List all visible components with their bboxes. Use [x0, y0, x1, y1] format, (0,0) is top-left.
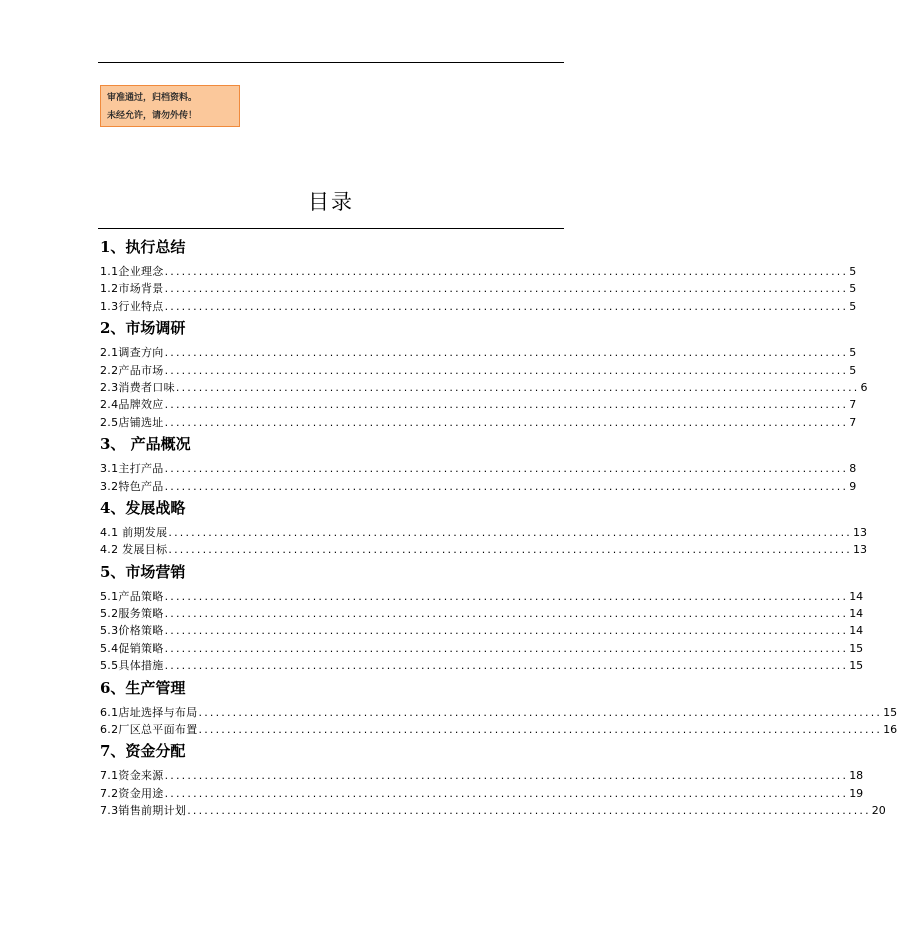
- toc-entry-page-number: 15: [849, 641, 864, 655]
- dot-leader: ........................................................................................................................: [164, 299, 849, 313]
- toc-entry[interactable]: [100, 541, 867, 558]
- toc-entry[interactable]: [100, 588, 864, 605]
- toc-entry[interactable]: [100, 802, 886, 819]
- toc-entry-page-number: 6: [860, 380, 868, 394]
- stamp-line-1: 审准通过，归档资料。: [107, 93, 198, 103]
- toc-entry-page-number: 5: [849, 299, 857, 313]
- toc-entry[interactable]: [100, 280, 857, 297]
- confidential-stamp: [100, 85, 240, 127]
- toc-entry[interactable]: [100, 767, 864, 784]
- toc-entry-label: 1.1企业理念: [100, 265, 164, 278]
- toc-entry[interactable]: [100, 396, 857, 413]
- toc-entry[interactable]: [100, 785, 864, 802]
- toc-entry-page-number: 20: [871, 804, 886, 818]
- toc-entry[interactable]: [100, 605, 864, 622]
- toc-title: 目录: [308, 190, 354, 214]
- toc-entry[interactable]: [100, 657, 864, 674]
- toc-entry-label: 5.4促销策略: [100, 641, 164, 655]
- toc-entry-page-number: 13: [852, 543, 867, 557]
- toc-entry-label: 6.2厂区总平面布置: [100, 723, 198, 737]
- toc-entry-page-number: 19: [849, 786, 864, 800]
- section-heading[interactable]: 4、发展战略: [100, 498, 186, 517]
- dot-leader: ........................................................................................................................: [164, 282, 849, 296]
- dot-leader: ........................................................................................................................: [164, 398, 849, 412]
- toc-section: [100, 676, 897, 739]
- toc-entry-page-number: 16: [883, 723, 897, 737]
- toc-entry-label: 7.3销售前期计划: [100, 804, 187, 818]
- toc-entry-label: 4.1 前期发展: [100, 525, 168, 539]
- toc-entry[interactable]: [100, 721, 897, 738]
- dot-leader: ........................................................................................................................: [164, 769, 849, 783]
- dot-leader: ........................................................................................................................: [168, 525, 852, 539]
- table-of-contents: [100, 235, 897, 820]
- toc-entry-page-number: 7: [849, 415, 857, 429]
- toc-entry-label: 7.2资金用途: [100, 786, 164, 800]
- section-heading[interactable]: 5、市场营销: [100, 562, 186, 581]
- dot-leader: ........................................................................................................................: [164, 624, 849, 638]
- dot-leader: ........................................................................................................................: [198, 705, 883, 719]
- dot-leader: ........................................................................................................................: [164, 607, 849, 621]
- toc-entry-page-number: 8: [849, 462, 857, 476]
- toc-entry-label: 2.1调查方向: [100, 346, 164, 360]
- toc-entry-page-number: 15: [849, 659, 864, 673]
- toc-entry-label: 1.3行业特点: [100, 299, 164, 313]
- dot-leader: ........................................................................................................................: [164, 589, 849, 603]
- toc-entry-page-number: 18: [849, 769, 864, 783]
- section-heading[interactable]: 1、执行总结: [100, 238, 186, 256]
- toc-entry-page-number: 9: [849, 479, 857, 493]
- dot-leader: ........................................................................................................................: [164, 462, 849, 476]
- toc-entry-label: 2.5店铺选址: [100, 415, 164, 429]
- section-heading[interactable]: 3、 产品概况: [100, 435, 191, 454]
- toc-entry-label: 6.1店址选择与布局: [100, 705, 198, 719]
- toc-entry-page-number: 5: [849, 282, 857, 296]
- toc-entry-page-number: 5: [849, 265, 857, 278]
- toc-entry-label: 2.2产品市场: [100, 363, 164, 377]
- toc-entry-page-number: 14: [849, 607, 864, 621]
- toc-entry[interactable]: [100, 379, 868, 396]
- dot-leader: ........................................................................................................................: [164, 479, 849, 493]
- title-rule: [98, 228, 564, 229]
- toc-entry-label: 2.3消费者口味: [100, 380, 175, 394]
- toc-entry-page-number: 14: [849, 589, 864, 603]
- toc-entry-label: 1.2市场背景: [100, 282, 164, 296]
- dot-leader: ........................................................................................................................: [187, 804, 871, 818]
- toc-entry-label: 2.4品牌效应: [100, 398, 164, 412]
- toc-entry[interactable]: [100, 362, 857, 379]
- toc-entry[interactable]: [100, 478, 857, 495]
- toc-section: [100, 560, 864, 675]
- dot-leader: ........................................................................................................................: [198, 723, 883, 737]
- toc-entry-label: 7.1资金来源: [100, 769, 164, 783]
- toc-section: [100, 432, 857, 495]
- toc-entry-label: 5.1产品策略: [100, 589, 164, 603]
- dot-leader: ........................................................................................................................: [164, 265, 849, 278]
- section-heading[interactable]: 2、市场调研: [100, 319, 186, 338]
- toc-entry-label: 5.2服务策略: [100, 607, 164, 621]
- toc-entry[interactable]: [100, 263, 857, 280]
- toc-entry-page-number: 5: [849, 346, 857, 360]
- toc-entry[interactable]: [100, 298, 857, 315]
- dot-leader: ........................................................................................................................: [168, 543, 852, 557]
- toc-section: [100, 739, 886, 819]
- dot-leader: ........................................................................................................................: [164, 659, 849, 673]
- section-heading[interactable]: 6、生产管理: [100, 678, 186, 697]
- toc-entry-label: 4.2 发展目标: [100, 543, 168, 557]
- toc-section: [100, 496, 867, 559]
- toc-entry-page-number: 13: [852, 525, 867, 539]
- header-rule: [98, 62, 564, 63]
- dot-leader: ........................................................................................................................: [175, 380, 860, 394]
- toc-entry[interactable]: [100, 344, 857, 361]
- toc-entry-page-number: 14: [849, 624, 864, 638]
- toc-entry[interactable]: [100, 460, 857, 477]
- toc-entry-label: 3.2特色产品: [100, 479, 164, 493]
- toc-entry-page-number: 15: [883, 705, 897, 719]
- dot-leader: ........................................................................................................................: [164, 786, 849, 800]
- toc-entry-label: 5.5具体措施: [100, 659, 164, 673]
- toc-entry[interactable]: [100, 414, 857, 431]
- dot-leader: ........................................................................................................................: [164, 363, 849, 377]
- stamp-line-2: 未经允许，请勿外传！: [107, 111, 198, 121]
- toc-entry[interactable]: [100, 622, 864, 639]
- toc-entry[interactable]: [100, 704, 897, 721]
- toc-entry-label: 5.3价格策略: [100, 624, 164, 638]
- dot-leader: ........................................................................................................................: [164, 346, 849, 360]
- dot-leader: ........................................................................................................................: [164, 641, 849, 655]
- toc-section: [100, 316, 868, 431]
- dot-leader: ........................................................................................................................: [164, 415, 849, 429]
- toc-section: [100, 235, 857, 315]
- toc-entry-label: 3.1主打产品: [100, 462, 164, 476]
- toc-entry[interactable]: [100, 524, 867, 541]
- toc-entry-page-number: 5: [849, 363, 857, 377]
- toc-entry-page-number: 7: [849, 398, 857, 412]
- toc-entry[interactable]: [100, 640, 864, 657]
- section-heading[interactable]: 7、资金分配: [100, 742, 186, 761]
